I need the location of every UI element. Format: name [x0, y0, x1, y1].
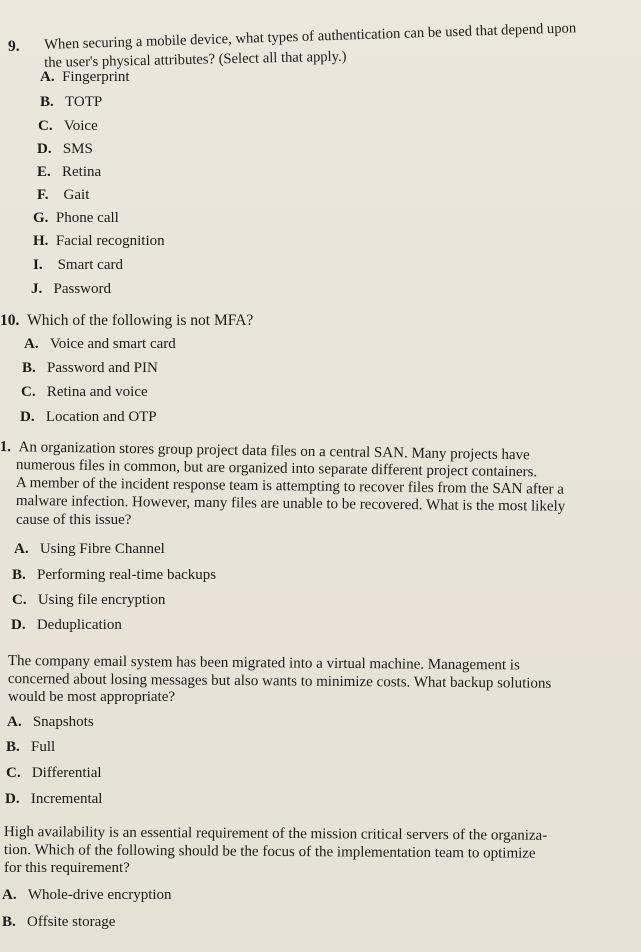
option-text: Retina and voice — [46, 384, 148, 400]
question-10 — [0, 312, 641, 330]
option-letter: H. — [33, 233, 49, 249]
question-stem-line: An organization stores group project data files on a central SAN. Many projects have — [18, 439, 530, 464]
option-text: Incremental — [30, 791, 103, 807]
option-10c — [21, 383, 148, 401]
option-text: Password — [53, 281, 112, 297]
option-13a — [2, 886, 172, 904]
option-letter: A. — [7, 714, 22, 730]
option-text: Using Fibre Channel — [39, 541, 165, 557]
option-text: Differential — [31, 765, 102, 781]
option-9d — [37, 140, 93, 158]
option-text: Voice and smart card — [49, 336, 176, 352]
question-stem-line: cause of this issue? — [16, 512, 132, 528]
option-9b — [40, 93, 102, 111]
option-text: Retina — [62, 164, 102, 180]
option-letter: B. — [22, 360, 36, 376]
option-letter: A. — [24, 336, 39, 352]
option-letter: B. — [6, 739, 20, 755]
option-text: Facial recognition — [55, 233, 165, 249]
option-letter: C. — [6, 765, 21, 781]
option-text: Voice — [63, 118, 98, 134]
option-11a — [14, 540, 165, 558]
option-letter: C. — [21, 384, 36, 400]
question-number: 1. — [0, 438, 12, 456]
option-text: Gait — [63, 187, 90, 203]
option-letter: D. — [37, 141, 52, 157]
question-stem-line: numerous files in common, but are organized into separate different project containers. — [15, 456, 538, 481]
option-text: SMS — [62, 141, 93, 157]
option-12d — [5, 790, 102, 808]
option-9f — [37, 186, 89, 204]
option-text: Using file encryption — [37, 592, 166, 608]
option-text: Location and OTP — [45, 409, 157, 425]
option-letter: E. — [37, 164, 51, 180]
option-letter: A. — [40, 69, 55, 85]
option-letter: D. — [11, 617, 26, 633]
option-text: Snapshots — [32, 714, 94, 730]
question-stem-line: for this requirement? — [4, 860, 130, 876]
option-11d — [11, 616, 122, 634]
option-letter: C. — [38, 118, 53, 134]
option-text: Performing real-time backups — [37, 567, 217, 583]
option-11c — [12, 591, 165, 609]
option-text: Password and PIN — [47, 360, 158, 376]
option-text: Full — [31, 739, 56, 755]
question-stem-line: the user's physical attributes? (Select all that apply.) — [44, 48, 347, 71]
option-letter: B. — [12, 567, 26, 583]
question-stem-line: When securing a mobile device, what types of authentication can be used that depend upon — [44, 20, 577, 53]
option-letter: D. — [5, 791, 20, 807]
question-stem-line: High availability is an essential requirement of the mission critical servers of the organiza- — [3, 824, 548, 844]
option-letter: B. — [2, 914, 16, 930]
option-letter: J. — [31, 281, 43, 297]
option-12a — [7, 713, 94, 731]
option-10b — [22, 359, 158, 377]
option-letter: C. — [12, 592, 27, 608]
question-stem-line: would be most appropriate? — [8, 689, 176, 705]
option-10d — [20, 408, 157, 426]
option-letter: I. — [33, 257, 43, 273]
question-stem-line: concerned about losing messages but also wants to minimize costs. What backup solutions — [7, 670, 552, 692]
option-13b — [2, 913, 115, 931]
option-10a — [24, 335, 176, 353]
option-9e — [37, 163, 101, 181]
option-11b — [12, 566, 216, 584]
question-stem-line: A member of the incident response team is attempting to recover files from the SAN after a — [15, 474, 565, 498]
option-text: TOTP — [65, 94, 103, 110]
option-letter: G. — [33, 210, 49, 226]
option-letter: B. — [40, 94, 54, 110]
option-9h — [33, 232, 165, 250]
option-text: Phone call — [55, 210, 119, 226]
question-number: 9. — [8, 38, 20, 55]
option-9i — [33, 256, 123, 274]
question-number: 10. — [0, 312, 20, 329]
question-stem-line: The company email system has been migrated into a virtual machine. Management is — [7, 652, 520, 674]
question-stem-line: Which of the following is not MFA? — [27, 312, 254, 329]
option-letter: A. — [14, 541, 29, 557]
option-9c — [38, 117, 98, 135]
question-stem-line: malware infection. However, many files are unable to be recovered. What is the most likely — [15, 492, 566, 515]
option-text: Offsite storage — [27, 914, 116, 930]
option-12b — [6, 738, 55, 756]
option-letter: F. — [37, 187, 49, 203]
option-9g — [33, 209, 119, 227]
option-9j — [31, 280, 111, 298]
option-12c — [6, 764, 102, 782]
option-text: Deduplication — [36, 617, 122, 633]
option-text: Whole-drive encryption — [27, 887, 172, 903]
option-text: Smart card — [57, 257, 123, 273]
option-text: Fingerprint — [62, 69, 130, 85]
option-9a — [40, 68, 130, 86]
option-letter: A. — [2, 887, 17, 903]
question-stem-line: tion. Which of the following should be the focus of the implementation team to optimize — [3, 842, 536, 862]
option-letter: D. — [20, 409, 35, 425]
